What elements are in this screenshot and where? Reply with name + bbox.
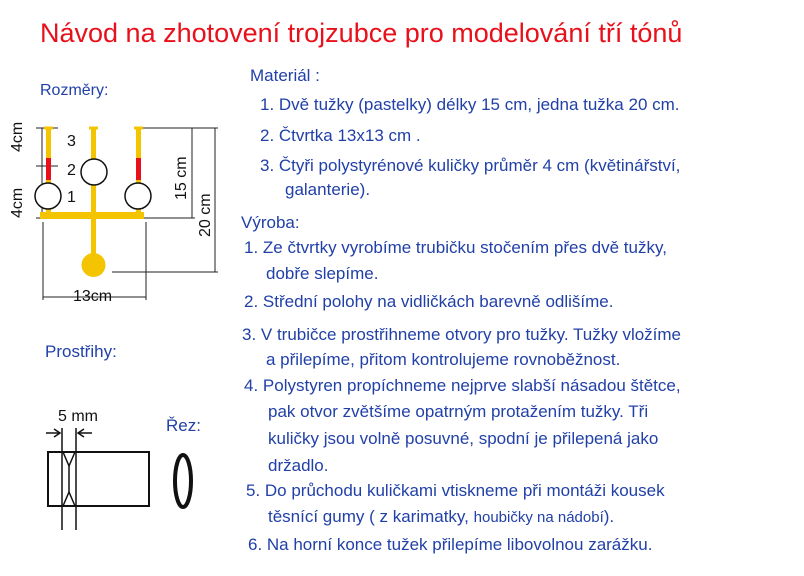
left-prong-mark (46, 158, 51, 180)
step-3: 3. V trubičce prostřihneme otvory pro tužky. Tužky vložíme (242, 325, 682, 344)
step-4: 4. Polystyren propíchneme nejprve slabší násadou štětce, (244, 376, 681, 395)
position-2: 2 (67, 162, 76, 179)
step-1-cont: dobře slepíme. (266, 264, 379, 283)
material-item-2: 2. Čtvrtka 13x13 cm . (260, 126, 421, 145)
step-5-cont (268, 508, 614, 525)
step-1: 1. Ze čtvrtky vyrobíme trubičku stočením přes dvě tužky, (244, 238, 667, 257)
position-3: 3 (67, 133, 76, 150)
material-heading: Materiál : (250, 66, 320, 85)
crossbar (40, 212, 144, 219)
dimensions-label: Rozměry: (40, 82, 109, 99)
material-item-3: 3. Čtyři polystyrénové kuličky průměr 4 cm (květinářství, (260, 156, 681, 175)
step-2: 2. Střední polohy na vidličkách barevně odlišíme. (244, 292, 614, 311)
dim-4cm-bottom: 4cm (9, 187, 26, 218)
left-ball (35, 183, 61, 209)
dim-13cm: 13cm (73, 288, 113, 305)
step-4-cont-2: kuličky jsou volně posuvné, spodní je přilepená jako (268, 429, 659, 448)
middle-ball (81, 159, 107, 185)
production-heading: Výroba: (241, 213, 300, 232)
step-5: 5. Do průchodu kuličkami vtiskneme při montáži kousek (246, 481, 665, 500)
dim-20cm: 20 cm (197, 193, 214, 237)
page-title: Návod na zhotovení trojzubce pro modelování tří tónů (40, 18, 683, 48)
cuts-label: Prostřihy: (45, 342, 117, 361)
right-ball (125, 183, 151, 209)
step-4-cont-3: držadlo. (268, 456, 329, 475)
step-5-sponge: houbičky na nádobí (473, 509, 604, 526)
position-1: 1 (67, 189, 76, 206)
step-5-end: ). (603, 507, 615, 526)
section-label: Řez: (166, 416, 201, 435)
section-ring-outer (175, 455, 191, 507)
dim-15cm: 15 cm (173, 156, 190, 200)
dim-5mm: 5 mm (58, 408, 98, 425)
cut-detail (46, 428, 149, 530)
material-item-1: 1. Dvě tužky (pastelky) délky 15 cm, jedna tužka 20 cm. (260, 95, 680, 114)
step-6: 6. Na horní konce tužek přilepíme libovolnou zarážku. (248, 535, 653, 554)
step-5-cont-text: těsnící gumy ( z karimatky, (268, 507, 469, 526)
material-item-3-cont: galanterie). (285, 180, 371, 199)
handle-ball (82, 253, 106, 277)
step-3-cont: a přilepíme, přitom kontrolujeme rovnoběžnost. (266, 350, 621, 369)
right-prong-mark (136, 158, 141, 180)
dim-4cm-top: 4cm (9, 121, 26, 152)
step-4-cont-1: pak otvor zvětšíme opatrným protažením tužky. Tři (268, 402, 649, 421)
